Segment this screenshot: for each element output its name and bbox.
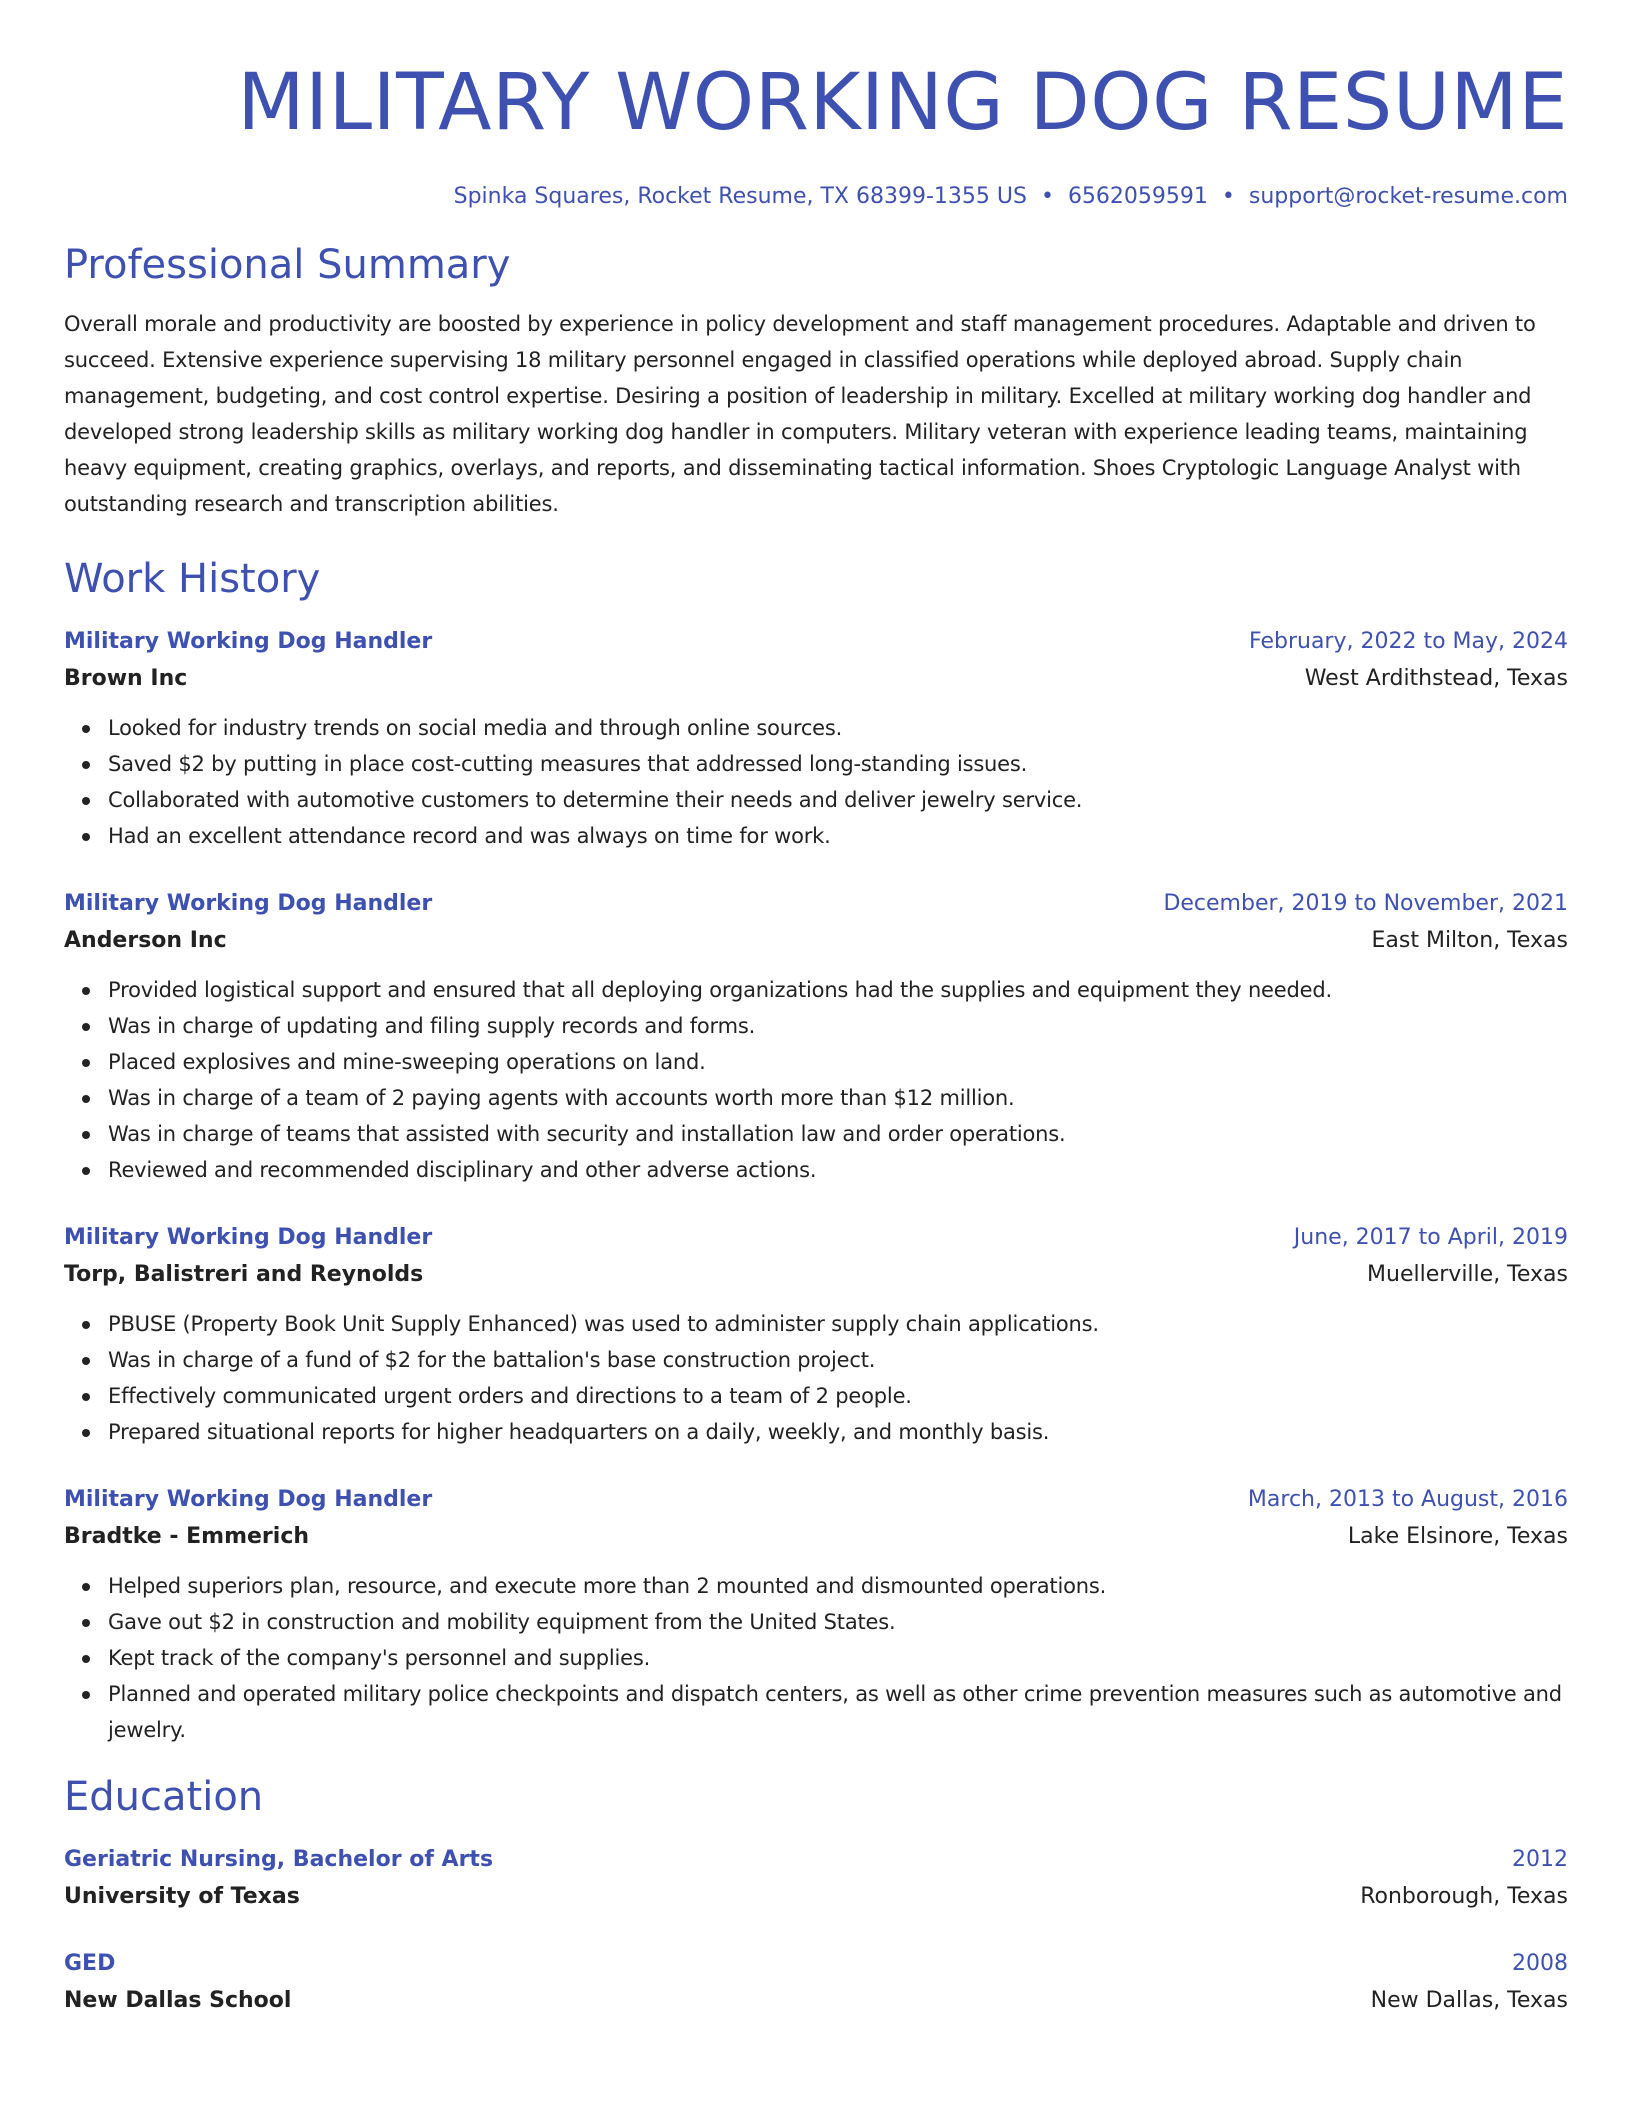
job-role: Military Working Dog Handler	[64, 629, 433, 654]
job-bullets	[64, 1306, 1568, 1450]
job-bullet: Saved $2 by putting in place cost-cutting measures that addressed long-standing issues.	[108, 746, 1568, 782]
job-role: Military Working Dog Handler	[64, 891, 433, 916]
job-bullet: Was in charge of a fund of $2 for the battalion's base construction project.	[108, 1342, 1568, 1378]
job-entry	[64, 1220, 1568, 1450]
resume-title: MILITARY WORKING DOG RESUME	[237, 58, 1568, 148]
job-bullet: Was in charge of a team of 2 paying agents with accounts worth more than $12 million.	[108, 1080, 1568, 1116]
job-bullet: Planned and operated military police checkpoints and dispatch centers, as well as other crime prevention measures such as automotive and jewelry.	[108, 1676, 1568, 1748]
job-dates: February, 2022 to May, 2024	[1249, 629, 1568, 654]
education-school: New Dallas School	[64, 1988, 292, 2013]
job-location: Muellerville, Texas	[1367, 1262, 1568, 1287]
job-dates: December, 2019 to November, 2021	[1163, 891, 1568, 916]
job-bullet: PBUSE (Property Book Unit Supply Enhanced) was used to administer supply chain applications.	[108, 1306, 1568, 1342]
section-heading-education: Education	[64, 1774, 264, 1820]
job-bullet: Was in charge of updating and filing supply records and forms.	[108, 1008, 1568, 1044]
job-bullet: Effectively communicated urgent orders and directions to a team of 2 people.	[108, 1378, 1568, 1414]
job-bullet: Provided logistical support and ensured that all deploying organizations had the supplies and equipment they needed.	[108, 972, 1568, 1008]
job-company: Torp, Balistreri and Reynolds	[64, 1262, 424, 1287]
job-bullet: Kept track of the company's personnel and supplies.	[108, 1640, 1568, 1676]
contact-address: Spinka Squares, Rocket Resume, TX 68399-1355 US	[453, 184, 1027, 209]
job-dates: March, 2013 to August, 2016	[1247, 1487, 1568, 1512]
job-location: East Milton, Texas	[1371, 928, 1568, 953]
education-location: Ronborough, Texas	[1360, 1884, 1568, 1909]
job-bullet: Helped superiors plan, resource, and execute more than 2 mounted and dismounted operations.	[108, 1568, 1568, 1604]
job-bullets	[64, 1568, 1568, 1748]
education-year: 2008	[1512, 1951, 1568, 1976]
job-company: Bradtke - Emmerich	[64, 1524, 310, 1549]
education-entry	[64, 1842, 1568, 1916]
job-company: Brown Inc	[64, 666, 188, 691]
education-school: University of Texas	[64, 1884, 300, 1909]
education-degree: Geriatric Nursing, Bachelor of Arts	[64, 1847, 494, 1872]
contact-separator: •	[1040, 184, 1054, 209]
job-bullet: Had an excellent attendance record and was always on time for work.	[108, 818, 1568, 854]
contact-phone: 6562059591	[1067, 184, 1208, 209]
job-entry	[64, 624, 1568, 854]
job-location: Lake Elsinore, Texas	[1347, 1524, 1568, 1549]
job-dates: June, 2017 to April, 2019	[1293, 1225, 1568, 1250]
summary-text: Overall morale and productivity are boosted by experience in policy development and staff management procedures. Adaptable and driven to succeed. Extensive experience supervising 18 military personnel engaged in classified operations while deployed abroad. Supply chain management, budgeting, and cost control expertise. Desiring a position of leadership in military. Excelled at military working dog handler and developed strong leadership skills as military working dog handler in computers. Military veteran with experience leading teams, maintaining heavy equipment, creating graphics, overlays, and reports, and disseminating tactical information. Shoes Cryptologic Language Analyst with outstanding research and transcription abilities.	[64, 312, 1536, 516]
job-bullets	[64, 972, 1568, 1188]
job-location: West Ardithstead, Texas	[1304, 666, 1568, 691]
job-company: Anderson Inc	[64, 928, 227, 953]
education-year: 2012	[1512, 1847, 1568, 1872]
education-degree: GED	[64, 1951, 116, 1976]
job-bullet: Prepared situational reports for higher headquarters on a daily, weekly, and monthly basis.	[108, 1414, 1568, 1450]
job-entry	[64, 1482, 1568, 1748]
professional-summary-section	[64, 238, 1568, 522]
job-role: Military Working Dog Handler	[64, 1225, 433, 1250]
job-entry	[64, 886, 1568, 1188]
contact-line	[64, 182, 1568, 212]
work-history-section	[64, 552, 1568, 1748]
contact-separator: •	[1221, 184, 1235, 209]
job-bullet: Placed explosives and mine-sweeping operations on land.	[108, 1044, 1568, 1080]
education-entry	[64, 1946, 1568, 2020]
job-bullets	[64, 710, 1568, 854]
section-heading-work: Work History	[64, 556, 321, 602]
job-bullet: Collaborated with automotive customers to determine their needs and deliver jewelry service.	[108, 782, 1568, 818]
job-bullet: Was in charge of teams that assisted with security and installation law and order operations.	[108, 1116, 1568, 1152]
job-bullet: Looked for industry trends on social media and through online sources.	[108, 710, 1568, 746]
contact-email: support@rocket-resume.com	[1248, 184, 1568, 209]
job-role: Military Working Dog Handler	[64, 1487, 433, 1512]
section-heading-summary: Professional Summary	[64, 242, 511, 288]
job-bullet: Gave out $2 in construction and mobility equipment from the United States.	[108, 1604, 1568, 1640]
job-bullet: Reviewed and recommended disciplinary and other adverse actions.	[108, 1152, 1568, 1188]
education-section	[64, 1770, 1568, 2020]
education-location: New Dallas, Texas	[1370, 1988, 1568, 2013]
